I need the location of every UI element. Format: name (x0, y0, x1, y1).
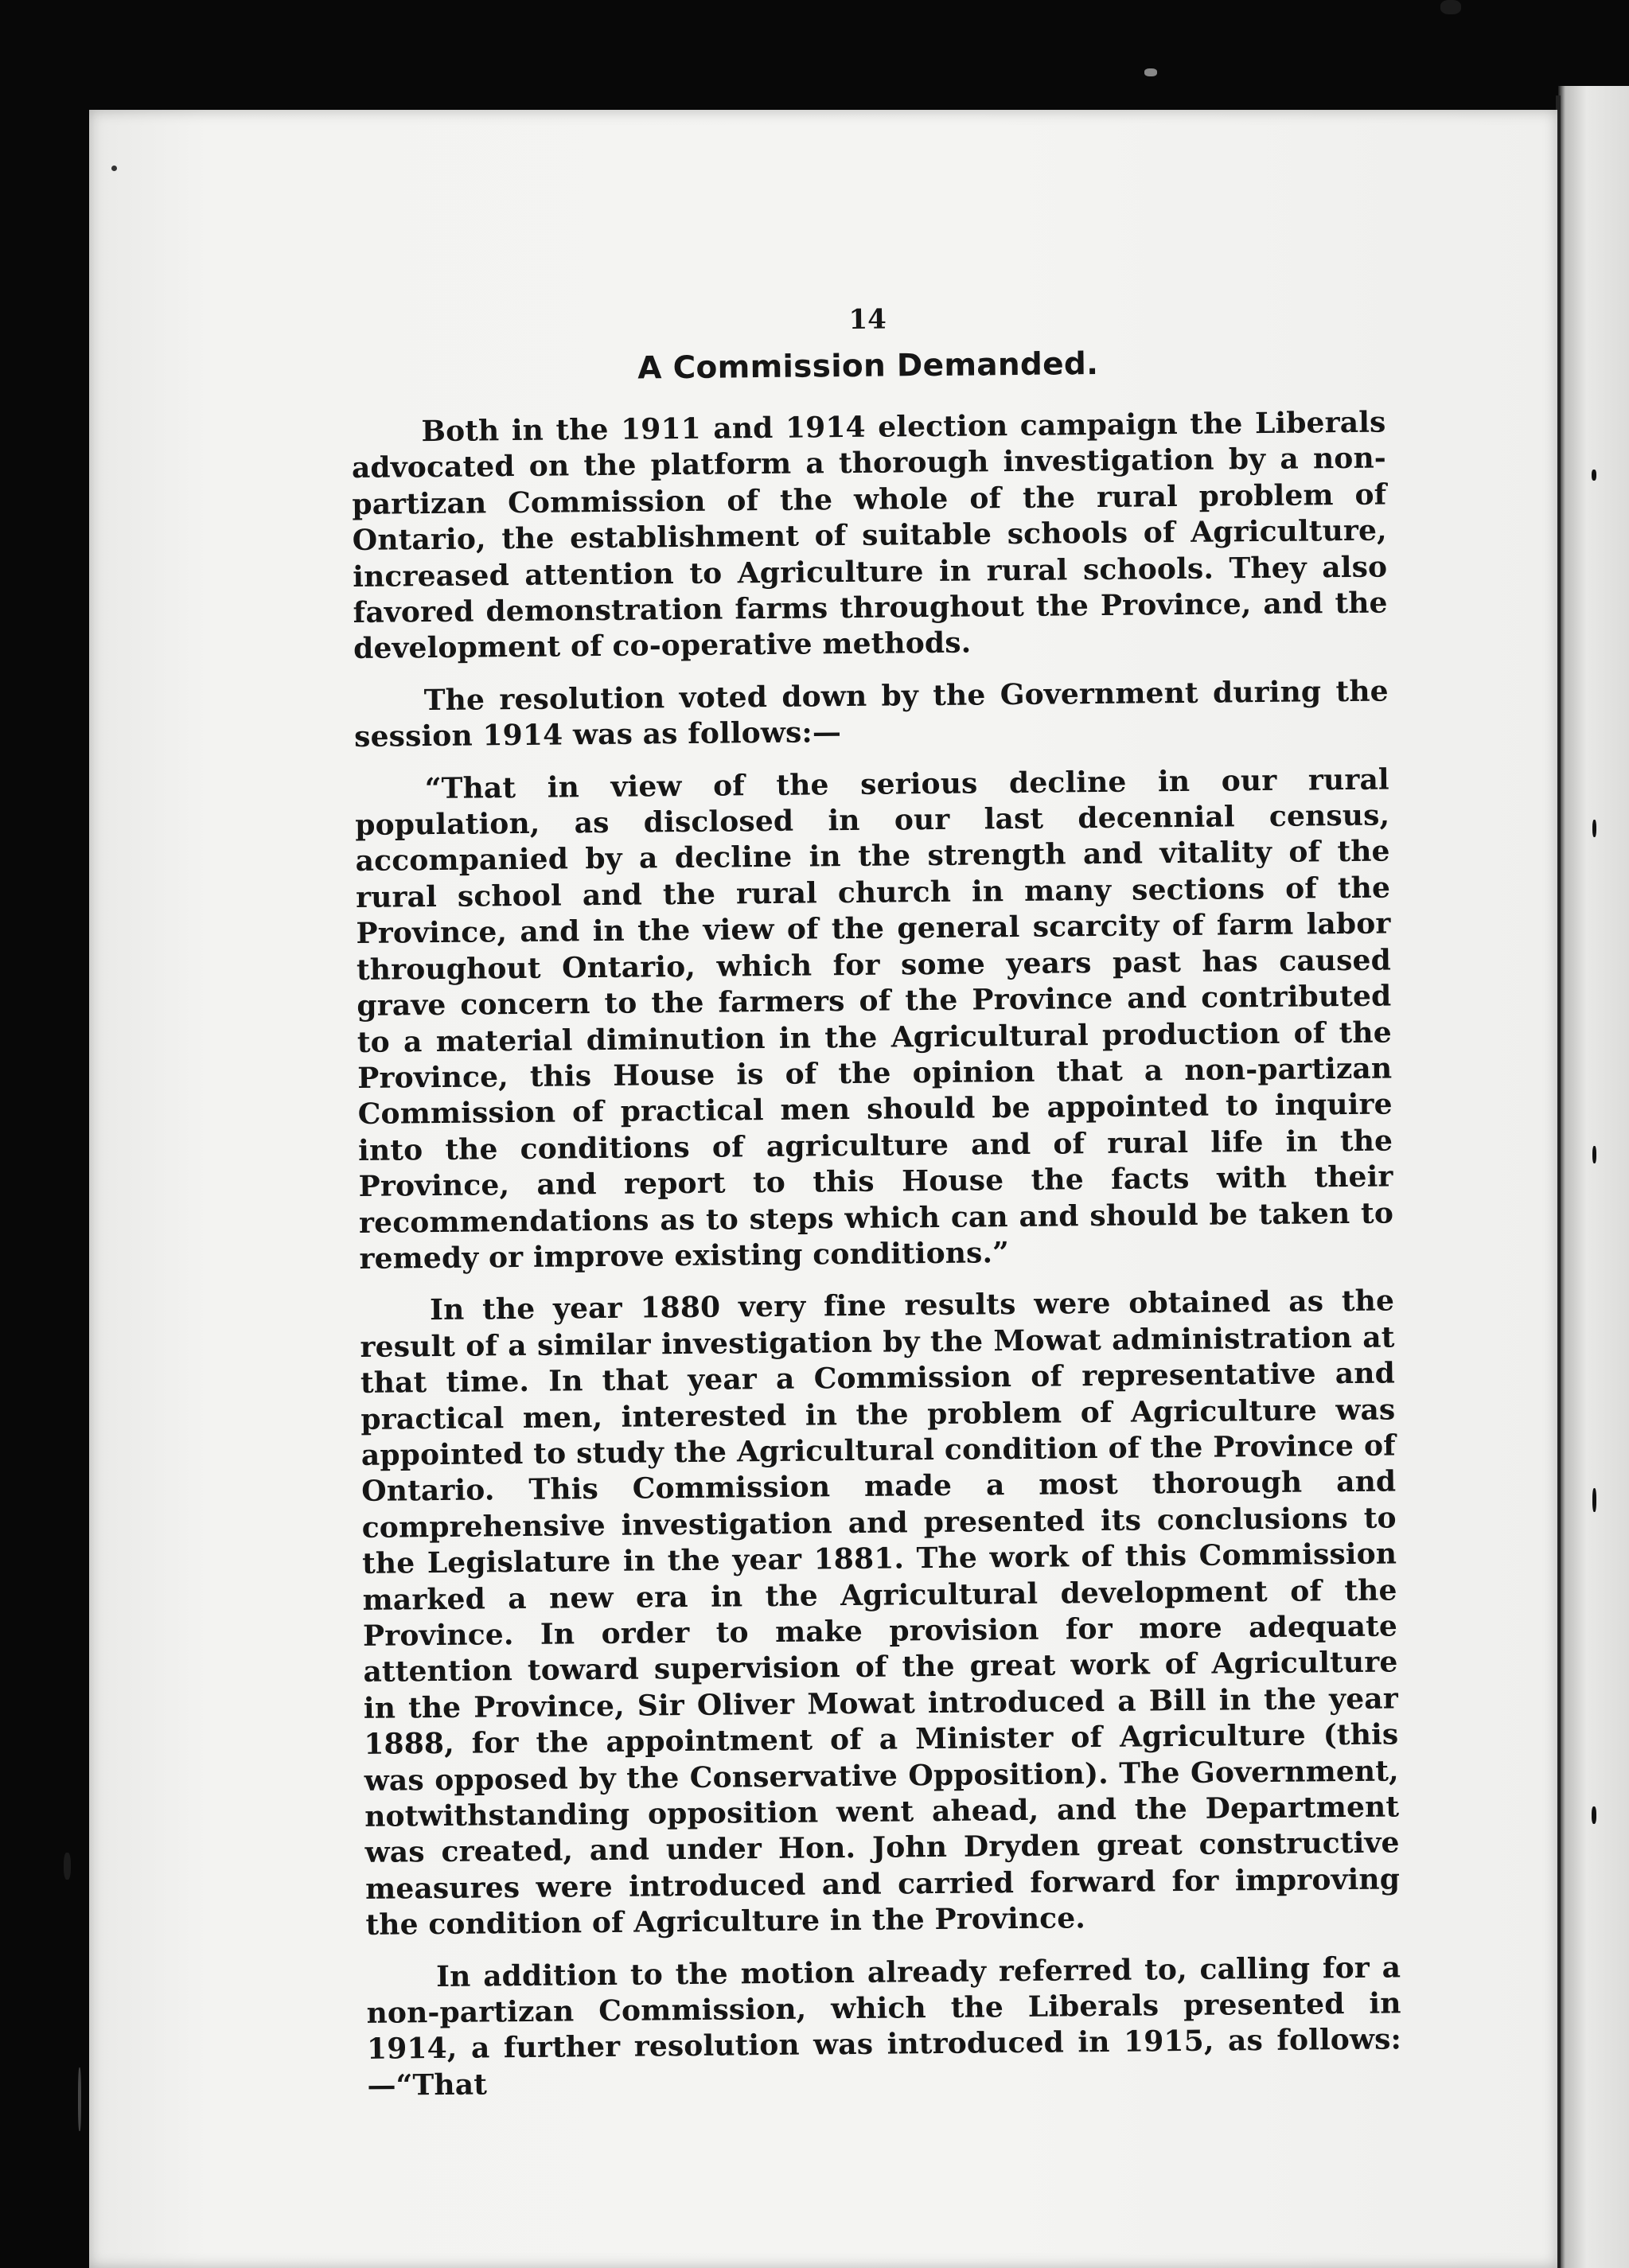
scan-mark (1592, 1488, 1596, 1512)
page-content (350, 297, 1402, 2105)
paragraph-resolution-quote: “That in view of the serious decline in our rural population, as disclosed in our last decennial census, accompanied by a decline in the strength and vitality of the rural school and the rural church in many sections of the Province, and in the view of the general scarcity of farm labor throughout Ontario, which for some years past has caused grave concern to the farmers of the Province and contributed to a material diminution in the Agricultural production of the Province, this House is of the opinion that a non-partizan Commission of practical men should be appointed to inquire into the conditions of agriculture and of rural life in the Province, and report to this House the facts with their recommendations as to steps which can and should be taken to remedy or improve existing conditions.” (355, 762, 1394, 1276)
section-title: A Commission Demanded. (637, 345, 1099, 387)
scan-mark (1144, 68, 1157, 76)
scan-speck (111, 166, 117, 171)
scan-mark (1592, 1806, 1596, 1824)
paragraph-campaign-platform: Both in the 1911 and 1914 election campaign the Liberals advocated on the platform a thorough investigation by a non-partizan Commission of the whole of the rural problem of Ontario, the establishment of suitable schools of Agriculture, increased attention to Agriculture in rural schools. They also favored demonstration farms throughout the Province, and the development of co-operative methods. (351, 405, 1388, 666)
scan-mark (64, 1853, 71, 1880)
scan-mark (78, 2067, 81, 2131)
facing-page-edge (1558, 86, 1629, 2268)
paragraph-1915-resolution: In addition to the motion already referred to, calling for a non-partizan Commission, which the Liberals presented in 1914, a further resolution was introduced in 1915, as follows:—“That (366, 1950, 1402, 2102)
scan-mark (1592, 1146, 1596, 1163)
paragraph-resolution-intro: The resolution voted down by the Government during the session 1914 was as follows:— (353, 674, 1389, 754)
paragraph-mowat-commission: In the year 1880 very fine results were obtained as the result of a similar investigation by the Mowat administration at that time. In that year a Commission of representative and practical men, interested in the problem of Agriculture was appointed to study the Agricultural condition of the Province of Ontario. This Commission made a most thorough and comprehensive investigation and presented its conclusions to the Legislature in the year 1881. The work of this Commission marked a new era in the Agricultural development of the Province. In order to make provision for more adequate attention toward supervision of the great work of Agriculture in the Province, Sir Oliver Mowat introduced a Bill in the year 1888, for the appointment of a Minister of Agriculture (this was opposed by the Conservative Opposition). The Government, notwithstanding opposition went ahead, and the Department was created, and under Hon. John Dryden great constructive measures were introduced and carried forward for improving the condition of Agriculture in the Province. (360, 1284, 1401, 1943)
scan-mark (1592, 470, 1596, 481)
page-number: 14 (848, 303, 887, 336)
scan-mark (1592, 820, 1596, 837)
scan-mark (1440, 0, 1461, 14)
